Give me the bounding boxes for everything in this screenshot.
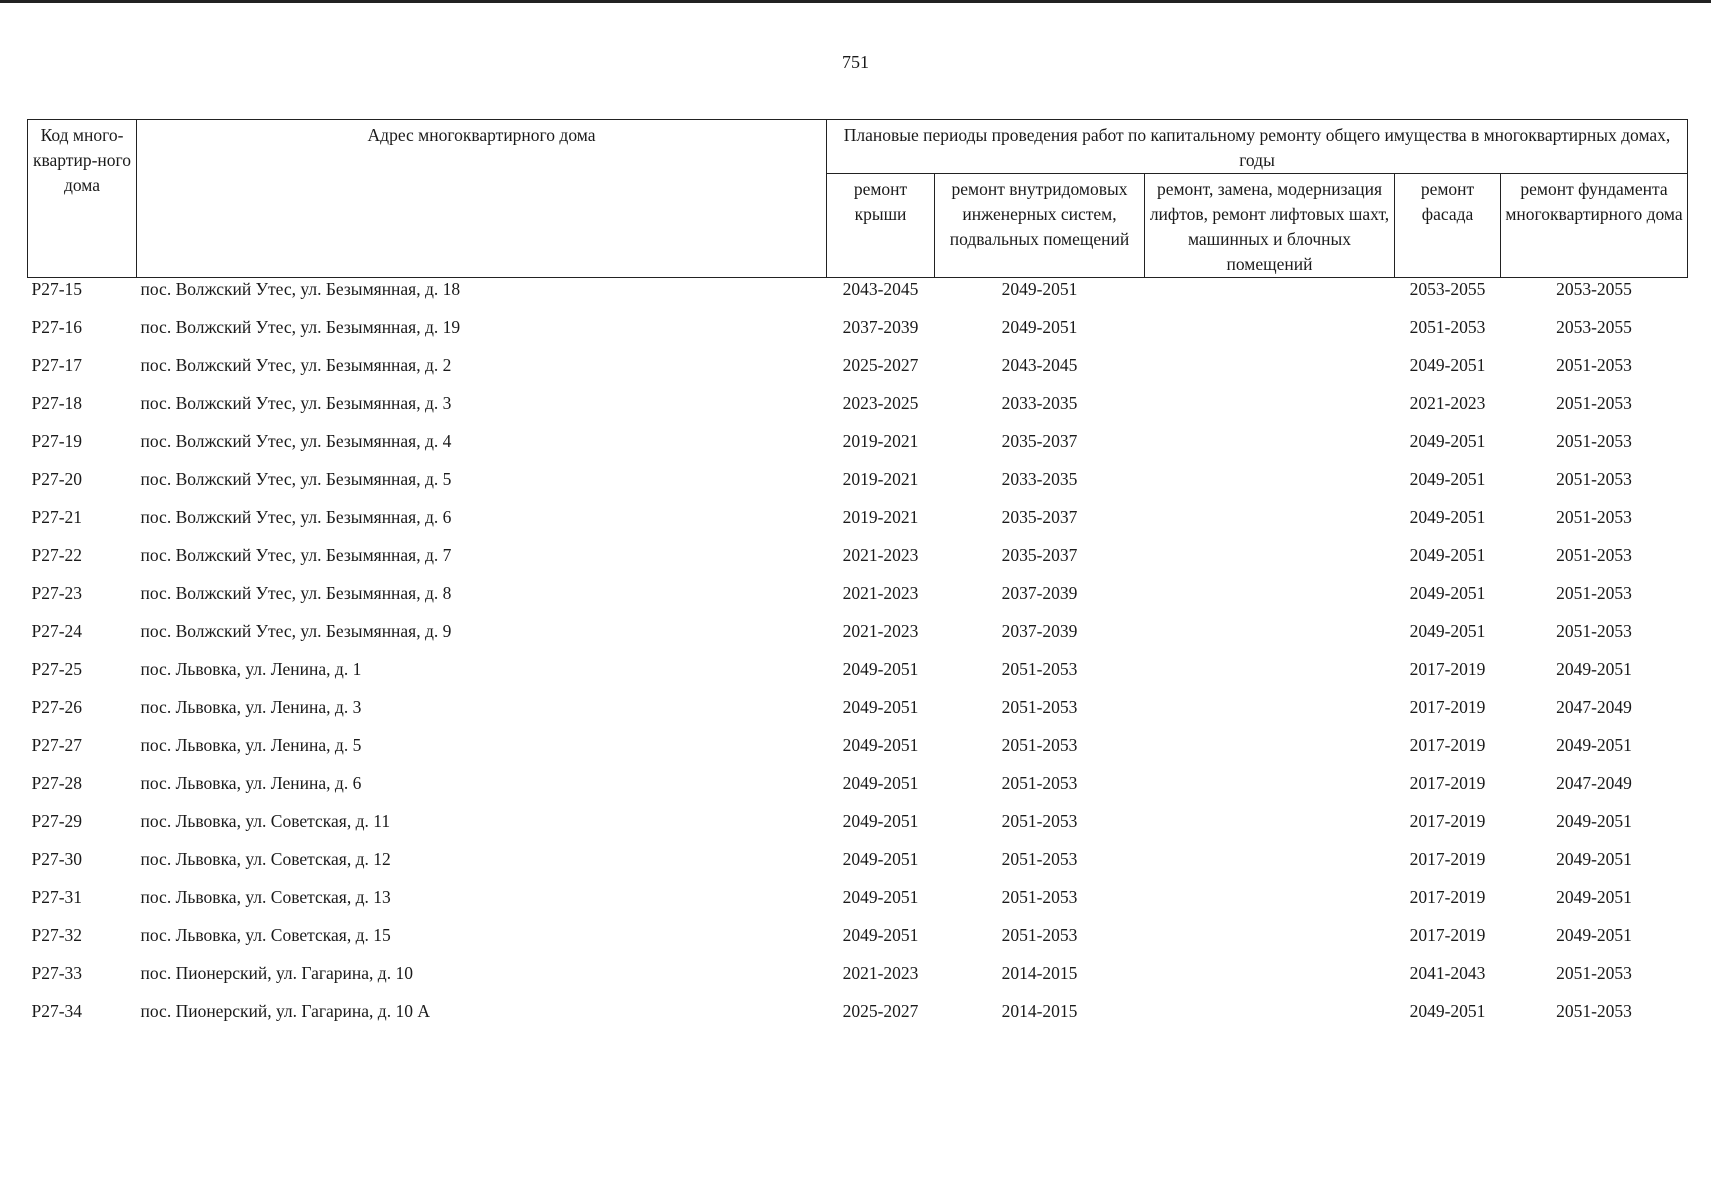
cell-code: Р27-26 <box>31 697 83 717</box>
table-body <box>28 278 1688 1039</box>
cell-facade: 2017-2019 <box>1409 849 1486 869</box>
cell-code: Р27-23 <box>31 583 83 603</box>
cell-address: пос. Пионерский, ул. Гагарина, д. 10 <box>140 963 413 983</box>
table-row <box>28 848 1688 886</box>
cell-facade: 2049-2051 <box>1409 545 1486 565</box>
cell-lifts <box>1145 848 1395 886</box>
cell-facade: 2053-2055 <box>1409 279 1486 299</box>
cell-address: пос. Волжский Утес, ул. Безымянная, д. 2 <box>140 355 452 375</box>
cell-engineering: 2051-2053 <box>1001 735 1078 755</box>
cell-engineering: 2033-2035 <box>1001 393 1078 413</box>
cell-lifts <box>1145 392 1395 430</box>
table-row <box>28 772 1688 810</box>
cell-code: Р27-30 <box>31 849 83 869</box>
cell-foundation: 2051-2053 <box>1556 431 1632 451</box>
header-foundation: ремонт фундамента многоквартирного дома <box>1501 174 1688 278</box>
cell-code: Р27-21 <box>31 507 83 527</box>
cell-engineering: 2051-2053 <box>1001 925 1078 945</box>
cell-foundation: 2051-2053 <box>1556 355 1632 375</box>
cell-foundation: 2051-2053 <box>1556 621 1632 641</box>
cell-code: Р27-18 <box>31 393 83 413</box>
header-periods: Плановые периоды проведения работ по капитальному ремонту общего имущества в многоквартирных домах, годы <box>827 120 1688 174</box>
table-row <box>28 582 1688 620</box>
cell-foundation: 2049-2051 <box>1556 735 1632 755</box>
cell-roof: 2043-2045 <box>842 279 919 299</box>
cell-lifts <box>1145 772 1395 810</box>
header-code: Код много-квартир-ного дома <box>28 120 137 278</box>
cell-address: пос. Волжский Утес, ул. Безымянная, д. 7 <box>140 545 452 565</box>
cell-address: пос. Волжский Утес, ул. Безымянная, д. 6 <box>140 507 452 527</box>
cell-engineering: 2049-2051 <box>1001 317 1078 337</box>
table-row <box>28 506 1688 544</box>
table-row <box>28 278 1688 317</box>
cell-code: Р27-27 <box>31 735 83 755</box>
cell-roof: 2019-2021 <box>842 469 919 489</box>
cell-foundation: 2051-2053 <box>1556 1001 1632 1021</box>
cell-engineering: 2043-2045 <box>1001 355 1078 375</box>
table-row <box>28 316 1688 354</box>
cell-roof: 2049-2051 <box>842 697 919 717</box>
cell-engineering: 2051-2053 <box>1001 697 1078 717</box>
cell-engineering: 2049-2051 <box>1001 279 1078 299</box>
cell-lifts <box>1145 278 1395 317</box>
cell-foundation: 2051-2053 <box>1556 963 1632 983</box>
cell-foundation: 2049-2051 <box>1556 849 1632 869</box>
cell-roof: 2049-2051 <box>842 811 919 831</box>
page-top-edge <box>0 0 1711 3</box>
cell-code: Р27-19 <box>31 431 83 451</box>
header-engineering: ремонт внутридомовых инженерных систем, подвальных помещений <box>935 174 1145 278</box>
cell-foundation: 2051-2053 <box>1556 393 1632 413</box>
cell-code: Р27-20 <box>31 469 83 489</box>
table-row <box>28 430 1688 468</box>
cell-roof: 2019-2021 <box>842 431 919 451</box>
cell-address: пос. Львовка, ул. Советская, д. 15 <box>140 925 391 945</box>
cell-engineering: 2035-2037 <box>1001 545 1078 565</box>
cell-engineering: 2051-2053 <box>1001 811 1078 831</box>
cell-roof: 2021-2023 <box>842 545 919 565</box>
table-row <box>28 468 1688 506</box>
cell-code: Р27-33 <box>31 963 83 983</box>
cell-address: пос. Волжский Утес, ул. Безымянная, д. 3 <box>140 393 452 413</box>
cell-foundation: 2053-2055 <box>1556 317 1632 337</box>
cell-facade: 2017-2019 <box>1409 811 1486 831</box>
cell-facade: 2049-2051 <box>1409 507 1486 527</box>
header-address: Адрес многоквартирного дома <box>137 120 827 278</box>
page-number: 751 <box>842 52 869 72</box>
cell-foundation: 2051-2053 <box>1556 469 1632 489</box>
cell-engineering: 2051-2053 <box>1001 659 1078 679</box>
table-row <box>28 620 1688 658</box>
cell-facade: 2049-2051 <box>1409 469 1486 489</box>
cell-roof: 2021-2023 <box>842 963 919 983</box>
table-row <box>28 810 1688 848</box>
cell-lifts <box>1145 734 1395 772</box>
cell-lifts <box>1145 962 1395 1000</box>
table-row <box>28 392 1688 430</box>
cell-roof: 2023-2025 <box>842 393 919 413</box>
table-row <box>28 924 1688 962</box>
cell-lifts <box>1145 620 1395 658</box>
cell-facade: 2051-2053 <box>1409 317 1486 337</box>
cell-foundation: 2051-2053 <box>1556 507 1632 527</box>
cell-foundation: 2047-2049 <box>1556 773 1632 793</box>
cell-foundation: 2049-2051 <box>1556 659 1632 679</box>
table-row <box>28 354 1688 392</box>
cell-code: Р27-31 <box>31 887 83 907</box>
capital-repair-table <box>27 119 1688 1038</box>
cell-lifts <box>1145 582 1395 620</box>
cell-engineering: 2051-2053 <box>1001 773 1078 793</box>
cell-code: Р27-25 <box>31 659 83 679</box>
cell-foundation: 2049-2051 <box>1556 811 1632 831</box>
table-row <box>28 886 1688 924</box>
cell-address: пос. Волжский Утес, ул. Безымянная, д. 5 <box>140 469 452 489</box>
table-row <box>28 658 1688 696</box>
cell-code: Р27-15 <box>31 279 83 299</box>
cell-code: Р27-24 <box>31 621 83 641</box>
cell-facade: 2017-2019 <box>1409 887 1486 907</box>
cell-address: пос. Львовка, ул. Ленина, д. 5 <box>140 735 362 755</box>
table-row <box>28 696 1688 734</box>
cell-roof: 2021-2023 <box>842 621 919 641</box>
cell-lifts <box>1145 506 1395 544</box>
cell-code: Р27-29 <box>31 811 83 831</box>
cell-foundation: 2047-2049 <box>1556 697 1632 717</box>
cell-address: пос. Львовка, ул. Советская, д. 13 <box>140 887 391 907</box>
cell-engineering: 2014-2015 <box>1001 1001 1078 1021</box>
table-row <box>28 962 1688 1000</box>
cell-address: пос. Львовка, ул. Советская, д. 12 <box>140 849 391 869</box>
cell-roof: 2025-2027 <box>842 1001 919 1021</box>
cell-roof: 2049-2051 <box>842 659 919 679</box>
cell-foundation: 2053-2055 <box>1556 279 1632 299</box>
cell-facade: 2049-2051 <box>1409 431 1486 451</box>
cell-address: пос. Львовка, ул. Ленина, д. 3 <box>140 697 362 717</box>
cell-address: пос. Пионерский, ул. Гагарина, д. 10 А <box>140 1001 430 1021</box>
cell-roof: 2037-2039 <box>842 317 919 337</box>
cell-engineering: 2014-2015 <box>1001 963 1078 983</box>
cell-facade: 2017-2019 <box>1409 697 1486 717</box>
cell-code: Р27-34 <box>31 1001 83 1021</box>
cell-engineering: 2037-2039 <box>1001 583 1078 603</box>
cell-lifts <box>1145 810 1395 848</box>
cell-lifts <box>1145 544 1395 582</box>
cell-address: пос. Волжский Утес, ул. Безымянная, д. 18 <box>140 279 461 299</box>
cell-engineering: 2051-2053 <box>1001 887 1078 907</box>
cell-foundation: 2049-2051 <box>1556 925 1632 945</box>
header-facade: ремонт фасада <box>1395 174 1501 278</box>
cell-roof: 2049-2051 <box>842 849 919 869</box>
cell-facade: 2017-2019 <box>1409 659 1486 679</box>
cell-facade: 2049-2051 <box>1409 583 1486 603</box>
cell-address: пос. Волжский Утес, ул. Безымянная, д. 19 <box>140 317 461 337</box>
cell-engineering: 2035-2037 <box>1001 431 1078 451</box>
cell-code: Р27-22 <box>31 545 83 565</box>
cell-lifts <box>1145 658 1395 696</box>
cell-lifts <box>1145 924 1395 962</box>
cell-roof: 2025-2027 <box>842 355 919 375</box>
header-lifts: ремонт, замена, модернизация лифтов, ремонт лифтовых шахт, машинных и блочных помещений <box>1145 174 1395 278</box>
cell-facade: 2017-2019 <box>1409 925 1486 945</box>
cell-address: пос. Львовка, ул. Ленина, д. 1 <box>140 659 362 679</box>
cell-lifts <box>1145 1000 1395 1038</box>
cell-lifts <box>1145 696 1395 734</box>
cell-code: Р27-32 <box>31 925 83 945</box>
table-row <box>28 544 1688 582</box>
cell-lifts <box>1145 316 1395 354</box>
table-row <box>28 734 1688 772</box>
cell-facade: 2049-2051 <box>1409 355 1486 375</box>
cell-facade: 2017-2019 <box>1409 773 1486 793</box>
cell-address: пос. Волжский Утес, ул. Безымянная, д. 4 <box>140 431 452 451</box>
cell-roof: 2049-2051 <box>842 887 919 907</box>
cell-address: пос. Волжский Утес, ул. Безымянная, д. 9 <box>140 621 452 641</box>
cell-facade: 2041-2043 <box>1409 963 1486 983</box>
cell-facade: 2049-2051 <box>1409 1001 1486 1021</box>
table-row <box>28 1000 1688 1038</box>
cell-roof: 2019-2021 <box>842 507 919 527</box>
cell-roof: 2049-2051 <box>842 773 919 793</box>
cell-roof: 2049-2051 <box>842 925 919 945</box>
header-roof: ремонт крыши <box>827 174 935 278</box>
cell-facade: 2049-2051 <box>1409 621 1486 641</box>
cell-code: Р27-17 <box>31 355 83 375</box>
cell-facade: 2021-2023 <box>1409 393 1486 413</box>
cell-roof: 2021-2023 <box>842 583 919 603</box>
cell-address: пос. Волжский Утес, ул. Безымянная, д. 8 <box>140 583 452 603</box>
cell-facade: 2017-2019 <box>1409 735 1486 755</box>
cell-engineering: 2035-2037 <box>1001 507 1078 527</box>
cell-roof: 2049-2051 <box>842 735 919 755</box>
cell-address: пос. Львовка, ул. Советская, д. 11 <box>140 811 391 831</box>
cell-engineering: 2033-2035 <box>1001 469 1078 489</box>
cell-code: Р27-16 <box>31 317 83 337</box>
cell-lifts <box>1145 430 1395 468</box>
cell-lifts <box>1145 468 1395 506</box>
cell-lifts <box>1145 354 1395 392</box>
cell-foundation: 2051-2053 <box>1556 583 1632 603</box>
cell-code: Р27-28 <box>31 773 83 793</box>
cell-address: пос. Львовка, ул. Ленина, д. 6 <box>140 773 362 793</box>
cell-lifts <box>1145 886 1395 924</box>
cell-foundation: 2049-2051 <box>1556 887 1632 907</box>
cell-engineering: 2051-2053 <box>1001 849 1078 869</box>
cell-engineering: 2037-2039 <box>1001 621 1078 641</box>
cell-foundation: 2051-2053 <box>1556 545 1632 565</box>
